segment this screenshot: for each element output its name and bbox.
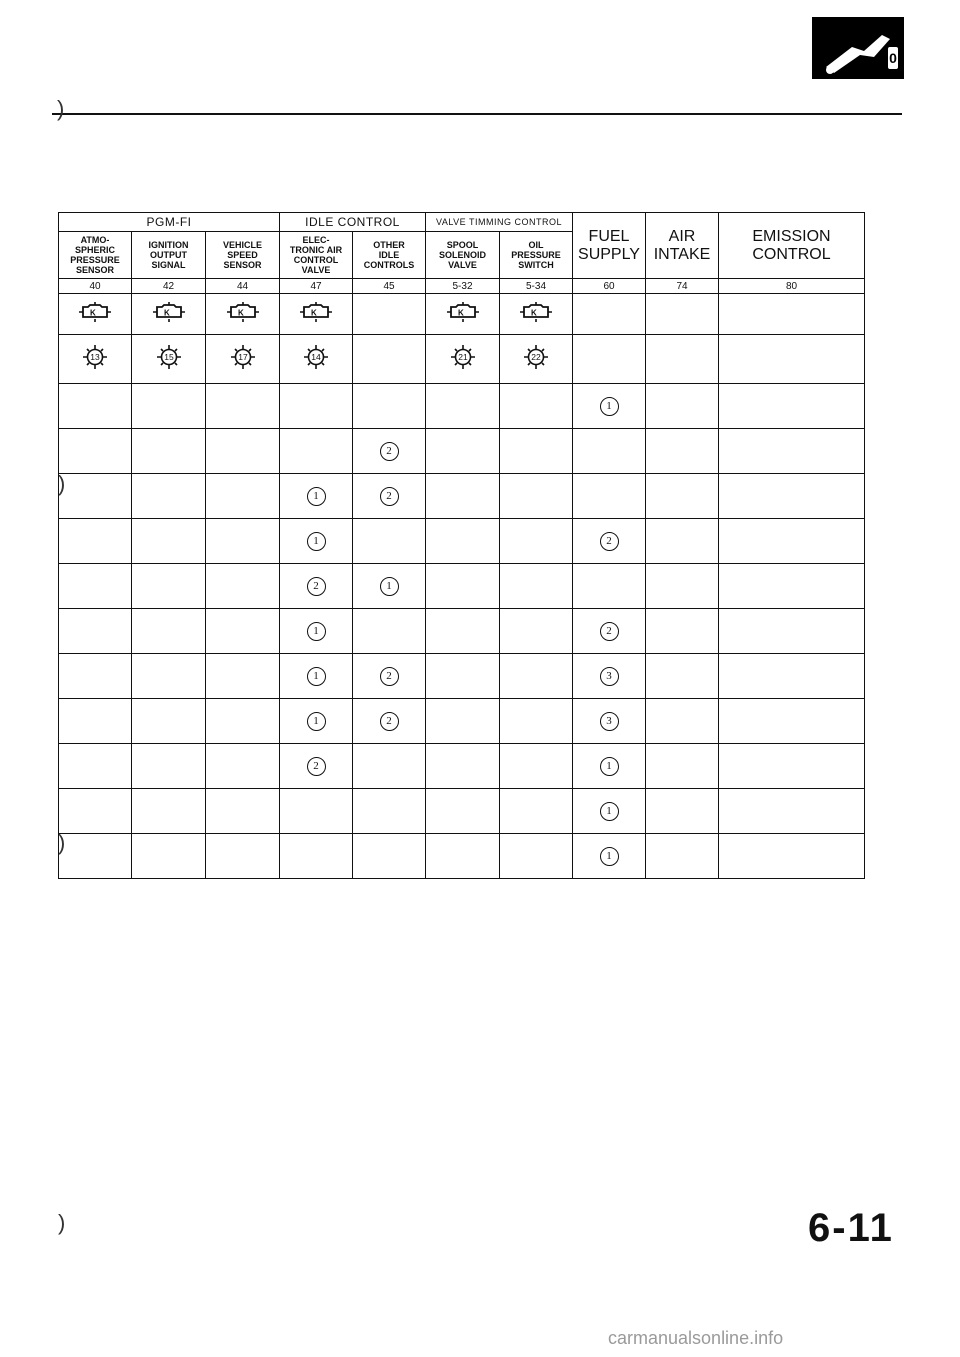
check-engine-icon (296, 300, 336, 329)
table-cell (59, 335, 132, 384)
table-cell (646, 384, 719, 429)
table-cell (500, 654, 573, 699)
table-cell (719, 699, 865, 744)
table-cell (58, 471, 132, 519)
priority-number: 2 (600, 532, 619, 551)
table-cell (646, 519, 719, 564)
svg-text:K: K (163, 308, 170, 317)
table-cell (500, 335, 573, 384)
table-cell (426, 384, 500, 429)
dtc-code-icon (156, 344, 182, 375)
table-cell (646, 335, 719, 384)
table-cell (353, 335, 426, 384)
binding-mark: ) (58, 830, 66, 855)
table-cell (573, 519, 646, 564)
table-cell (132, 564, 206, 609)
table-cell (426, 564, 500, 609)
table-cell (573, 564, 646, 609)
table-cell (426, 294, 500, 335)
table-cell (206, 609, 280, 654)
table-cell (719, 429, 865, 474)
binding-mark: ) (58, 471, 66, 496)
col-header-vehicle-speed-sensor: VEHICLE SPEED SENSOR (206, 232, 280, 279)
table-cell (132, 429, 206, 474)
table-cell (719, 335, 865, 384)
table-row (59, 789, 865, 834)
table-cell (646, 699, 719, 744)
dtc-code-icon (82, 344, 108, 375)
mil-indicator-row (59, 294, 865, 335)
table-cell (206, 744, 280, 789)
table-cell (573, 474, 646, 519)
table-cell (500, 744, 573, 789)
table-cell (573, 294, 646, 335)
page-ref: 80 (719, 279, 865, 294)
table-cell (573, 335, 646, 384)
svg-text:K: K (531, 308, 537, 317)
svg-text:17: 17 (237, 351, 248, 362)
table-cell (353, 564, 426, 609)
check-engine-icon (149, 300, 189, 329)
table-row (59, 699, 865, 744)
table-cell (573, 834, 646, 879)
table-cell (426, 474, 500, 519)
table-cell (719, 384, 865, 429)
priority-number: 2 (600, 622, 619, 641)
table-cell (353, 789, 426, 834)
table-cell (206, 564, 280, 609)
table-cell (353, 654, 426, 699)
table-cell (59, 744, 132, 789)
table-cell (353, 384, 426, 429)
page-ref: 44 (206, 279, 280, 294)
table-cell (280, 519, 353, 564)
table-cell (132, 744, 206, 789)
group-header-row (59, 213, 865, 232)
col-header-other-idle-controls: OTHER IDLE CONTROLS (353, 232, 426, 279)
table-cell (353, 834, 426, 879)
priority-number: 1 (600, 847, 619, 866)
table-cell (353, 699, 426, 744)
table-cell (500, 834, 573, 879)
dtc-code-icon (230, 344, 256, 375)
table-row (59, 384, 865, 429)
table-cell (206, 699, 280, 744)
table-cell (573, 744, 646, 789)
table-row (59, 834, 865, 879)
table-cell (500, 474, 573, 519)
priority-number: 1 (307, 667, 326, 686)
top-rule (52, 113, 902, 115)
table-cell (132, 384, 206, 429)
table-row (59, 744, 865, 789)
troubleshooting-table (58, 212, 865, 879)
page-ref: 42 (132, 279, 206, 294)
page-ref: 74 (646, 279, 719, 294)
table-cell (132, 699, 206, 744)
table-cell (132, 335, 206, 384)
table-cell (206, 384, 280, 429)
watermark: carmanualsonline.info (608, 1328, 784, 1348)
page-ref: 5-32 (426, 279, 500, 294)
table-cell (719, 834, 865, 879)
table-cell (206, 654, 280, 699)
table-cell (132, 609, 206, 654)
table-cell (206, 294, 280, 335)
table-cell (500, 519, 573, 564)
dtc-code-icon (303, 344, 329, 375)
table-cell (206, 834, 280, 879)
group-idle-control: IDLE CONTROL (280, 213, 426, 232)
table-cell (573, 429, 646, 474)
priority-number: 2 (380, 712, 399, 731)
priority-number: 2 (380, 487, 399, 506)
dtc-code-row (59, 335, 865, 384)
page-ref: 60 (573, 279, 646, 294)
priority-number: 1 (307, 622, 326, 641)
table-cell (353, 429, 426, 474)
svg-text:K: K (311, 308, 317, 317)
svg-text:15: 15 (163, 351, 174, 362)
table-cell (59, 789, 132, 834)
table-cell (132, 834, 206, 879)
table-cell (573, 699, 646, 744)
priority-number: 2 (380, 442, 399, 461)
table-cell (426, 609, 500, 654)
table-cell (426, 654, 500, 699)
svg-text:0: 0 (889, 50, 897, 66)
table-cell (206, 519, 280, 564)
col-header-electronic-air-control-valve: ELEC- TRONIC AIR CONTROL VALVE (280, 232, 353, 279)
svg-text:22: 22 (531, 351, 541, 362)
table-cell (719, 519, 865, 564)
table-cell (646, 834, 719, 879)
table-row (59, 429, 865, 474)
table-cell (280, 474, 353, 519)
table-cell (280, 294, 353, 335)
check-engine-icon (443, 300, 483, 329)
fuel-system-icon (812, 17, 904, 79)
table-cell (646, 294, 719, 335)
table-cell (719, 474, 865, 519)
table-row (59, 654, 865, 699)
dtc-code-icon (523, 344, 549, 375)
table-cell (280, 609, 353, 654)
table-cell (59, 429, 132, 474)
table-cell (573, 384, 646, 429)
priority-number: 1 (307, 712, 326, 731)
binding-mark: ) (58, 1210, 66, 1235)
table-cell (646, 789, 719, 834)
page-ref: 47 (280, 279, 353, 294)
col-header-spool-solenoid-valve: SPOOL SOLENOID VALVE (426, 232, 500, 279)
table-cell (280, 699, 353, 744)
table-cell (280, 654, 353, 699)
priority-number: 1 (600, 397, 619, 416)
table-cell (500, 789, 573, 834)
table-cell (280, 564, 353, 609)
col-header-fuel-supply: FUEL SUPPLY (573, 213, 646, 279)
table-cell (426, 429, 500, 474)
table-cell (280, 429, 353, 474)
table-cell (646, 564, 719, 609)
table-cell (59, 384, 132, 429)
table-cell (59, 609, 132, 654)
table-cell (59, 564, 132, 609)
table-cell (500, 699, 573, 744)
table-cell (573, 609, 646, 654)
priority-number: 1 (380, 577, 399, 596)
table-cell (132, 474, 206, 519)
table-cell (426, 519, 500, 564)
table-cell (719, 744, 865, 789)
page-reference-row (59, 279, 865, 294)
priority-number: 1 (307, 532, 326, 551)
table-cell (646, 654, 719, 699)
col-header-oil-pressure-switch: OIL PRESSURE SWITCH (500, 232, 573, 279)
binding-mark: ) (57, 96, 65, 121)
table-cell (353, 609, 426, 654)
table-cell (280, 744, 353, 789)
table-cell (426, 744, 500, 789)
check-engine-icon (516, 300, 556, 329)
table-cell (280, 834, 353, 879)
table-cell (59, 519, 132, 564)
table-cell (132, 789, 206, 834)
table-cell (573, 654, 646, 699)
table-cell (500, 564, 573, 609)
table-cell (353, 519, 426, 564)
table-cell (426, 335, 500, 384)
svg-text:K: K (237, 308, 244, 317)
table-cell (719, 564, 865, 609)
svg-text:K: K (457, 308, 464, 317)
table-row (59, 519, 865, 564)
table-cell (59, 294, 132, 335)
table-cell (59, 654, 132, 699)
table-cell (206, 789, 280, 834)
table-cell (719, 609, 865, 654)
table-cell (132, 294, 206, 335)
table-cell (280, 335, 353, 384)
svg-text:21: 21 (457, 351, 468, 362)
table-cell (646, 429, 719, 474)
priority-number: 1 (600, 757, 619, 776)
table-cell (500, 429, 573, 474)
table-cell (353, 294, 426, 335)
page-ref: 5-34 (500, 279, 573, 294)
table-cell (500, 384, 573, 429)
table-row (59, 564, 865, 609)
col-header-emission-control: EMISSION CONTROL (719, 213, 865, 279)
table-cell (353, 474, 426, 519)
page-ref: 40 (59, 279, 132, 294)
svg-text:14: 14 (311, 351, 321, 362)
table-cell (280, 384, 353, 429)
svg-text:K: K (90, 308, 96, 317)
page-number: 6-11 (808, 1206, 894, 1250)
col-header-ignition-output-signal: IGNITION OUTPUT SIGNAL (132, 232, 206, 279)
table-cell (132, 519, 206, 564)
table-cell (719, 789, 865, 834)
priority-number: 2 (307, 757, 326, 776)
col-header-air-intake: AIR INTAKE (646, 213, 719, 279)
table-cell (719, 654, 865, 699)
table-cell (646, 744, 719, 789)
col-header-atmospheric-pressure-sensor: ATMO- SPHERIC PRESSURE SENSOR (59, 232, 132, 279)
table-cell (500, 294, 573, 335)
table-cell (426, 834, 500, 879)
priority-number: 3 (600, 667, 619, 686)
svg-text:13: 13 (90, 351, 100, 362)
table-row (59, 609, 865, 654)
page-ref: 45 (353, 279, 426, 294)
table-cell (426, 699, 500, 744)
table-cell (206, 335, 280, 384)
table-cell (280, 789, 353, 834)
table-cell (646, 609, 719, 654)
table-cell (719, 294, 865, 335)
table-cell (646, 474, 719, 519)
table-cell (132, 654, 206, 699)
dtc-code-icon (450, 344, 476, 375)
table-cell (573, 789, 646, 834)
table-cell (58, 830, 132, 879)
table-cell (500, 609, 573, 654)
table-row (59, 474, 865, 519)
group-pgm-fi: PGM-FI (59, 213, 280, 232)
check-engine-icon (75, 300, 115, 329)
table-cell (59, 699, 132, 744)
table-cell (206, 429, 280, 474)
priority-number: 2 (307, 577, 326, 596)
table-cell (353, 744, 426, 789)
group-valve-timing-control: VALVE TIMMING CONTROL (426, 213, 573, 232)
priority-number: 2 (380, 667, 399, 686)
table-cell (206, 474, 280, 519)
priority-number: 1 (600, 802, 619, 821)
table-cell (426, 789, 500, 834)
priority-number: 3 (600, 712, 619, 731)
check-engine-icon (223, 300, 263, 329)
priority-number: 1 (307, 487, 326, 506)
